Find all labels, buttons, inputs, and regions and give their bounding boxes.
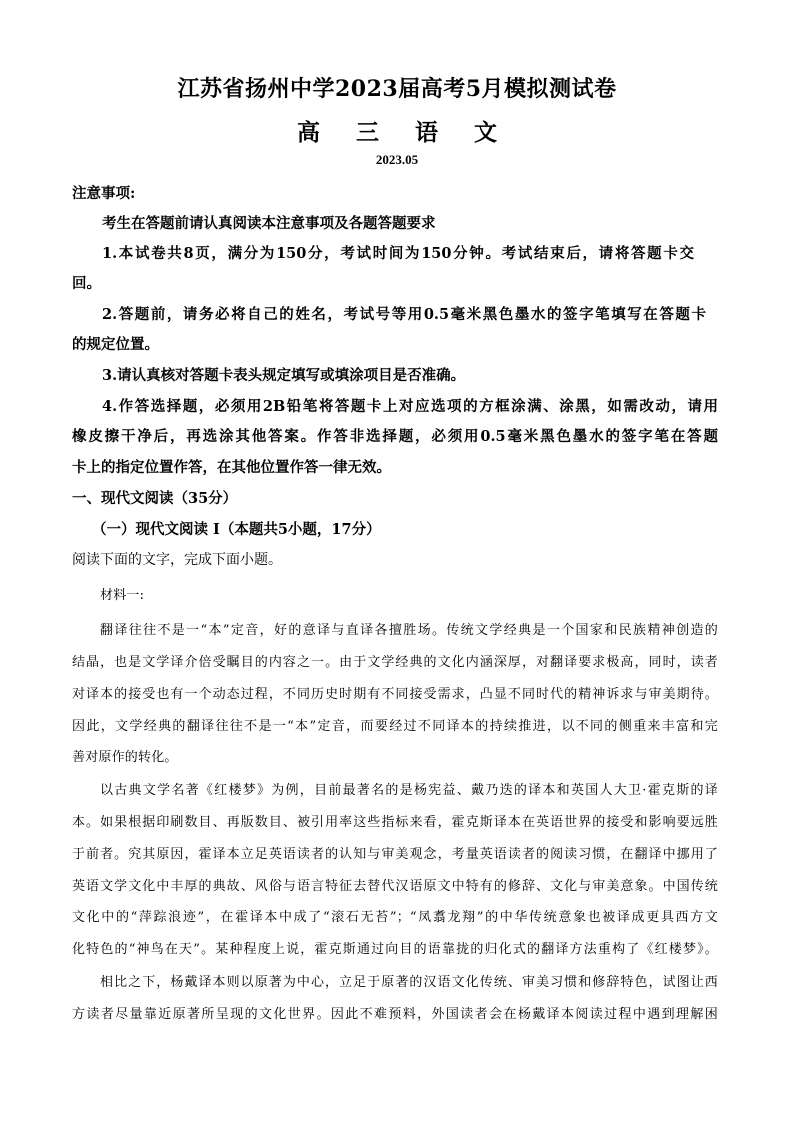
notice-item-2-line-1: 2.答题前，请务必将自己的姓名，考试号等用0.5毫米黑色墨水的签字笔填写在答题卡	[102, 306, 706, 323]
reading-instruction: 阅读下面的文字，完成下面小题。	[72, 552, 282, 568]
passage-line: 英语文学文化中丰厚的典故、风俗与语言特征去替代汉语原文中特有的修辞、文化与审美意象。中国传统	[72, 879, 718, 894]
passage-line: 善对原作的转化。	[72, 750, 178, 765]
notice-intro: 考生在答题前请认真阅读本注意事项及各题答题要求	[102, 215, 436, 232]
section-subheading: （一）现代文阅读 I（本题共5小题，17分）	[92, 521, 381, 538]
notice-item-3: 3.请认真核对答题卡表头规定填写或填涂项目是否准确。	[102, 367, 466, 384]
passage-line: 对译本的接受也有一个动态过程，不同历史时期有不同接受需求，凸显不同时代的精神诉求与审美期待。	[72, 687, 718, 702]
passage-line: 翻译往往不是一“本”定音，好的意译与直译各擅胜场。传统文学经典是一个国家和民族精神创造的	[100, 623, 718, 638]
passage-line: 于前者。究其原因，霍译本立足英语读者的认知与审美观念，考量英语读者的阅读习惯，在翻译中挪用了	[72, 847, 718, 862]
section-heading: 一、现代文阅读（35分）	[72, 490, 238, 507]
exam-subject: 高 三 语 文	[296, 119, 512, 146]
notice-item-4-line-1: 4.作答选择题，必须用2B铅笔将答题卡上对应选项的方框涂满、涂黑，如需改动，请用	[102, 398, 718, 415]
passage-line: 本。如果根据印刷数目、再版数目、被引用率这些指标来看，霍克斯译本在英语世界的接受和影响要远胜	[72, 815, 718, 830]
passage-line: 相比之下，杨戴译本则以原著为中心，立足于原著的汉语文化传统、审美习惯和修辞特色，试图让西	[100, 975, 718, 990]
exam-title: 江苏省扬州中学2023届高考5月模拟测试卷	[177, 76, 617, 102]
notice-item-1-line-1: 1.本试卷共8页，满分为150分，考试时间为150分钟。考试结束后，请将答题卡交	[102, 245, 694, 262]
passage-line: 化特色的“神鸟在天”。某种程度上说，霍克斯通过向目的语靠拢的归化式的翻译方法重构了《红楼梦》。	[72, 942, 718, 957]
passage-line: 结晶，也是文学译介倍受瞩目的内容之一。由于文学经典的文化内涵深厚，对翻译要求极高，同时，读者	[72, 655, 718, 670]
notice-item-2-line-2: 的规定位置。	[72, 336, 159, 353]
exam-date: 2023.05	[375, 152, 419, 167]
notice-item-4-line-3: 卡上的指定位置作答，在其他位置作答一律无效。	[72, 459, 391, 476]
notice-item-4-line-2: 橡皮擦干净后，再选涂其他答案。作答非选择题，必须用0.5毫米黑色墨水的签字笔在答题	[72, 428, 718, 445]
passage-line: 方读者尽量靠近原著所呈现的文化世界。因此不难预料，外国读者会在杨戴译本阅读过程中遇到理解困	[72, 1007, 718, 1022]
passage-line: 文化中的“萍踪浪迹”，在霍译本中成了“滚石无苔”；“凤翥龙翔”的中华传统意象也被译成更具西方文	[72, 910, 718, 925]
notice-heading: 注意事项:	[72, 185, 136, 202]
material-label: 材料一:	[100, 588, 145, 603]
passage-line: 以古典文学名著《红楼梦》为例，目前最著名的是杨宪益、戴乃迭的译本和英国人大卫·霍克斯的译	[100, 783, 718, 798]
passage-line: 因此，文学经典的翻译往往不是一“本”定音，而要经过不同译本的持续推进，以不同的侧重来丰富和完	[72, 719, 718, 734]
notice-item-1-line-2: 回。	[72, 275, 101, 292]
